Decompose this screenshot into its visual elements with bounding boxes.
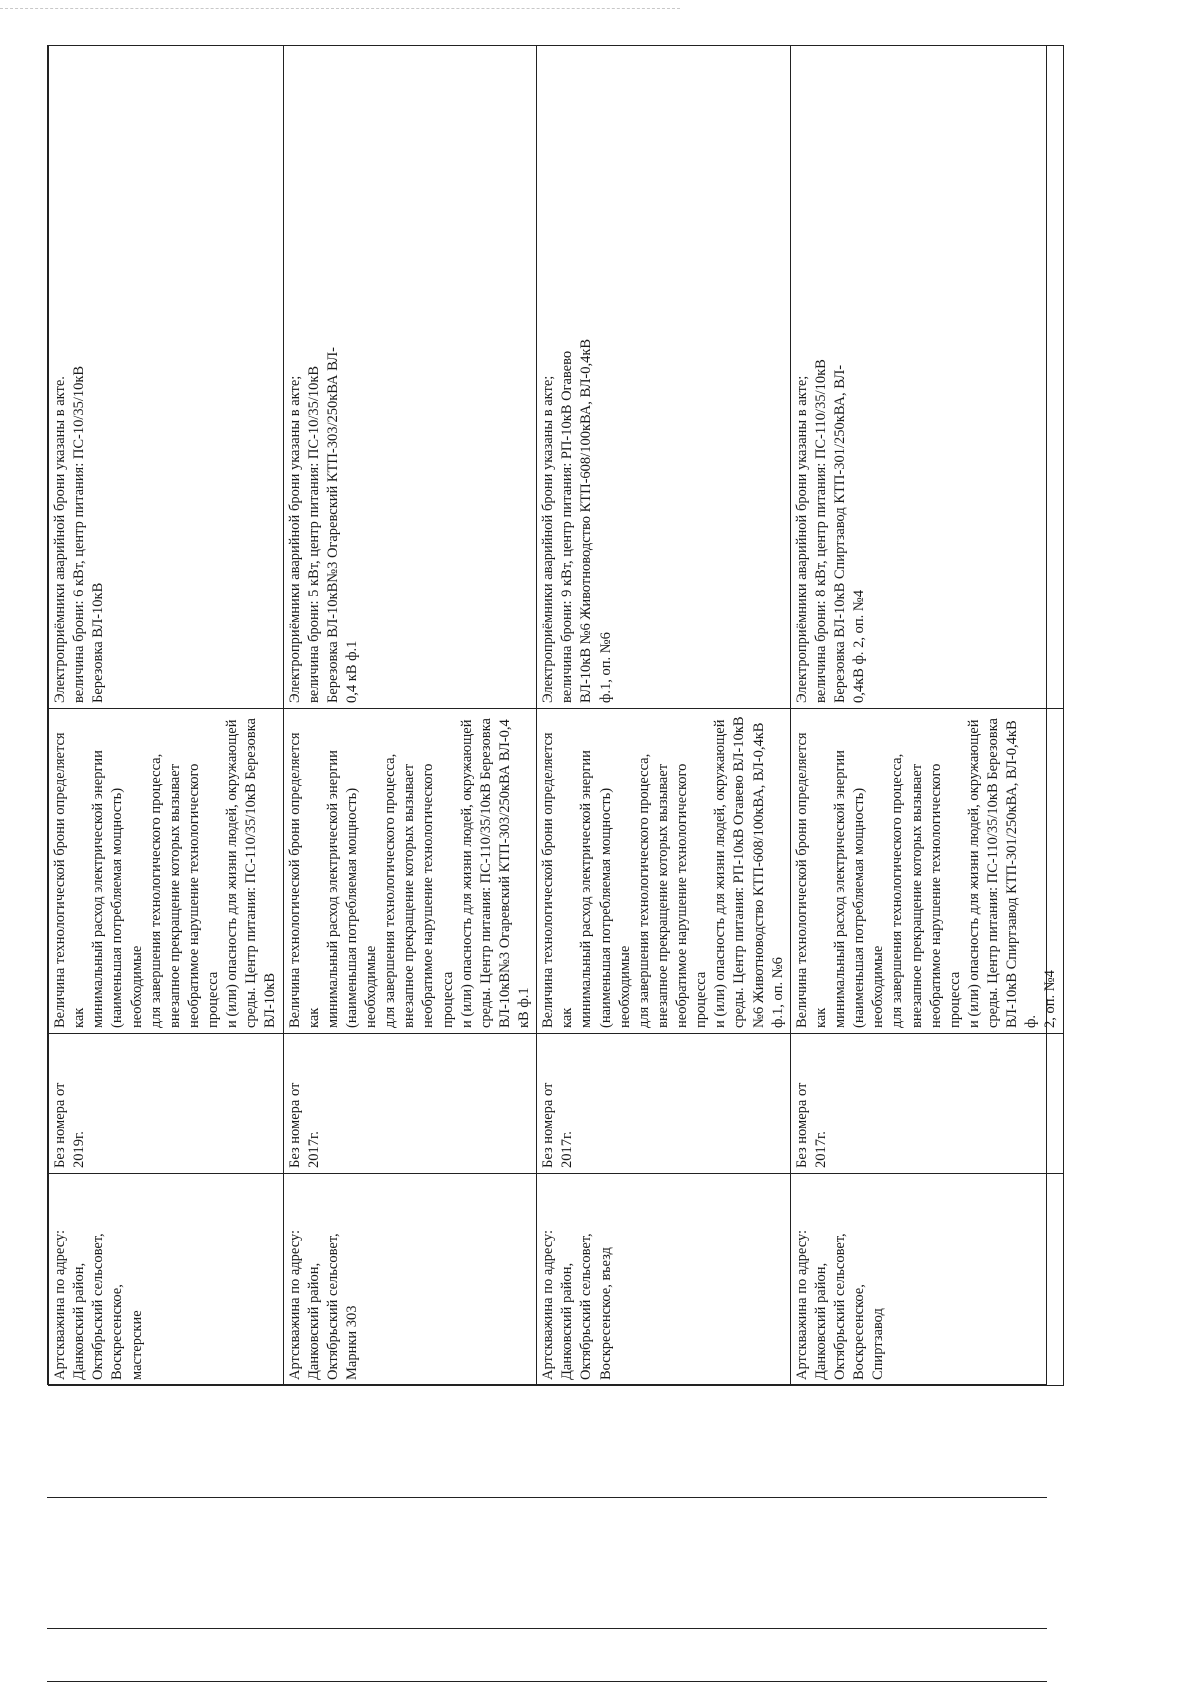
emergency-reserve-text: Электроприёмники аварийной брони указаны в акте; величина брони: 9 кВт, центр питания: РП-10кВ Огавево ВЛ-10кВ №6 Животноводство КТП-608/100кВА, ВЛ-0,4кВ ф.1, оп. №6 — [540, 338, 614, 703]
rotated-table-container — [48, 46, 1059, 1386]
tech-reserve-cell — [790, 709, 1063, 1034]
emergency-reserve-cell — [283, 46, 537, 709]
act-cell — [49, 1034, 284, 1174]
tech-reserve-cell — [49, 709, 284, 1034]
tech-reserve-text: Величина технологической брони определяется как минимальный расход электрической энергии (наименьшая потребляемая мощность) необходимые для завершения технологического процесса, внезапное прекращение которых вызывает необратимое нарушение технологического процесса и (или) опасность для жизни людей, окружающей среды. Центр питания: РП-10кВ Огавево ВЛ-10кВ №6 Животноводство КТП-608/100кВА, ВЛ-0,4кВ ф.1, оп. №6 — [540, 716, 786, 1028]
act-text: Без номера от 2017г. — [793, 1082, 829, 1168]
tech-reserve-text: Величина технологической брони определяется как минимальный расход электрической энергии (наименьшая потребляемая мощность) необходимые для завершения технологического процесса, внезапное прекращение которых вызывает необратимое нарушение технологического процесса и (или) опасность для жизни людей, окружающей среды. Центр питания: ПС-110/35/10кВ Березовка ВЛ-10кВ№3 Огаревский КТП-303/250кВА ВЛ-0,4 кВ ф.1 — [286, 718, 532, 1028]
object-text: Артскважина по адресу: Данковский район, Октябрьский сельсовет, Воскресенское, Спиртзавод — [793, 1229, 887, 1380]
emergency-reserve-cell — [49, 46, 284, 709]
horizontal-rule — [47, 1681, 1047, 1682]
tech-reserve-cell — [283, 709, 537, 1034]
act-cell — [790, 1034, 1063, 1174]
table-row — [790, 46, 1063, 1386]
emergency-reserve-text: Электроприёмники аварийной брони указаны в акте; величина брони: 8 кВт, центр питания: ПС-110/35/10кВ Березовка ВЛ-10кВ Спиртзавод КТП-301/250кВА, ВЛ- 0,4кВ ф. 2, оп. №4 — [793, 359, 868, 703]
table-row — [537, 46, 791, 1386]
act-text: Без номера от 2017г. — [286, 1082, 322, 1168]
table-row — [283, 46, 537, 1386]
object-text: Артскважина по адресу: Данковский район, Октябрьский сельсовет, Марнки 303 — [286, 1229, 360, 1380]
scan-edge — [0, 8, 680, 9]
horizontal-rule — [47, 1628, 1047, 1629]
act-text: Без номера от 2017г. — [540, 1082, 576, 1168]
act-cell — [283, 1034, 537, 1174]
reserve-table — [48, 45, 1064, 1386]
tech-reserve-text: Величина технологической брони определяется как минимальный расход электрической энергии (наименьшая потребляемая мощность) необходимые для завершения технологического процесса, внезапное прекращение которых вызывает необратимое нарушение технологического процесса и (или) опасность для жизни людей, окружающей среды. Центр питания: ПС-110/35/10кВ Березовка ВЛ-10кВ Спиртзавод КТП-301/250кВА, ВЛ-0,4кВ ф. 2, оп. №4 — [793, 718, 1059, 1028]
emergency-reserve-text: Электроприёмники аварийной брони указаны в акте. величина брони: 6 кВт, центр питания: ПС-10/35/10кВ Березовка ВЛ-10кВ — [52, 365, 107, 703]
object-cell — [537, 1174, 791, 1386]
tech-reserve-cell — [537, 709, 791, 1034]
act-cell — [537, 1034, 791, 1174]
object-text: Артскважина по адресу: Данковский район, Октябрьский сельсовет, Воскресенское, въезд — [540, 1229, 614, 1380]
object-cell — [49, 1174, 284, 1386]
object-cell — [283, 1174, 537, 1386]
emergency-reserve-cell — [537, 46, 791, 709]
rotated-table-frame — [47, 45, 1059, 1385]
emergency-reserve-text: Электроприёмники аварийной брони указаны в акте; величина брони: 5 кВт, центр питания: ПС-10/35/10кВ Березовка ВЛ-10кВ№3 Огаревский КТП-303/250кВА ВЛ- 0,4 кВ ф.1 — [286, 347, 360, 703]
table-row — [49, 46, 284, 1386]
horizontal-rule — [47, 1497, 1047, 1498]
act-text: Без номера от 2019г. — [52, 1082, 88, 1168]
tech-reserve-text: Величина технологической брони определяется как минимальный расход электрической энергии (наименьшая потребляемая мощность) необходимые для завершения технологического процесса, внезапное прекращение которых вызывает необратимое нарушение технологического процесса и (или) опасность для жизни людей, окружающей среды. Центр питания: ПС-110/35/10кВ Березовка ВЛ-10кВ — [52, 718, 279, 1028]
object-cell — [790, 1174, 1063, 1386]
emergency-reserve-cell — [790, 46, 1063, 709]
object-text: Артскважина по адресу: Данковский район, Октябрьский сельсовет, Воскресенское, мастерские — [52, 1229, 145, 1380]
